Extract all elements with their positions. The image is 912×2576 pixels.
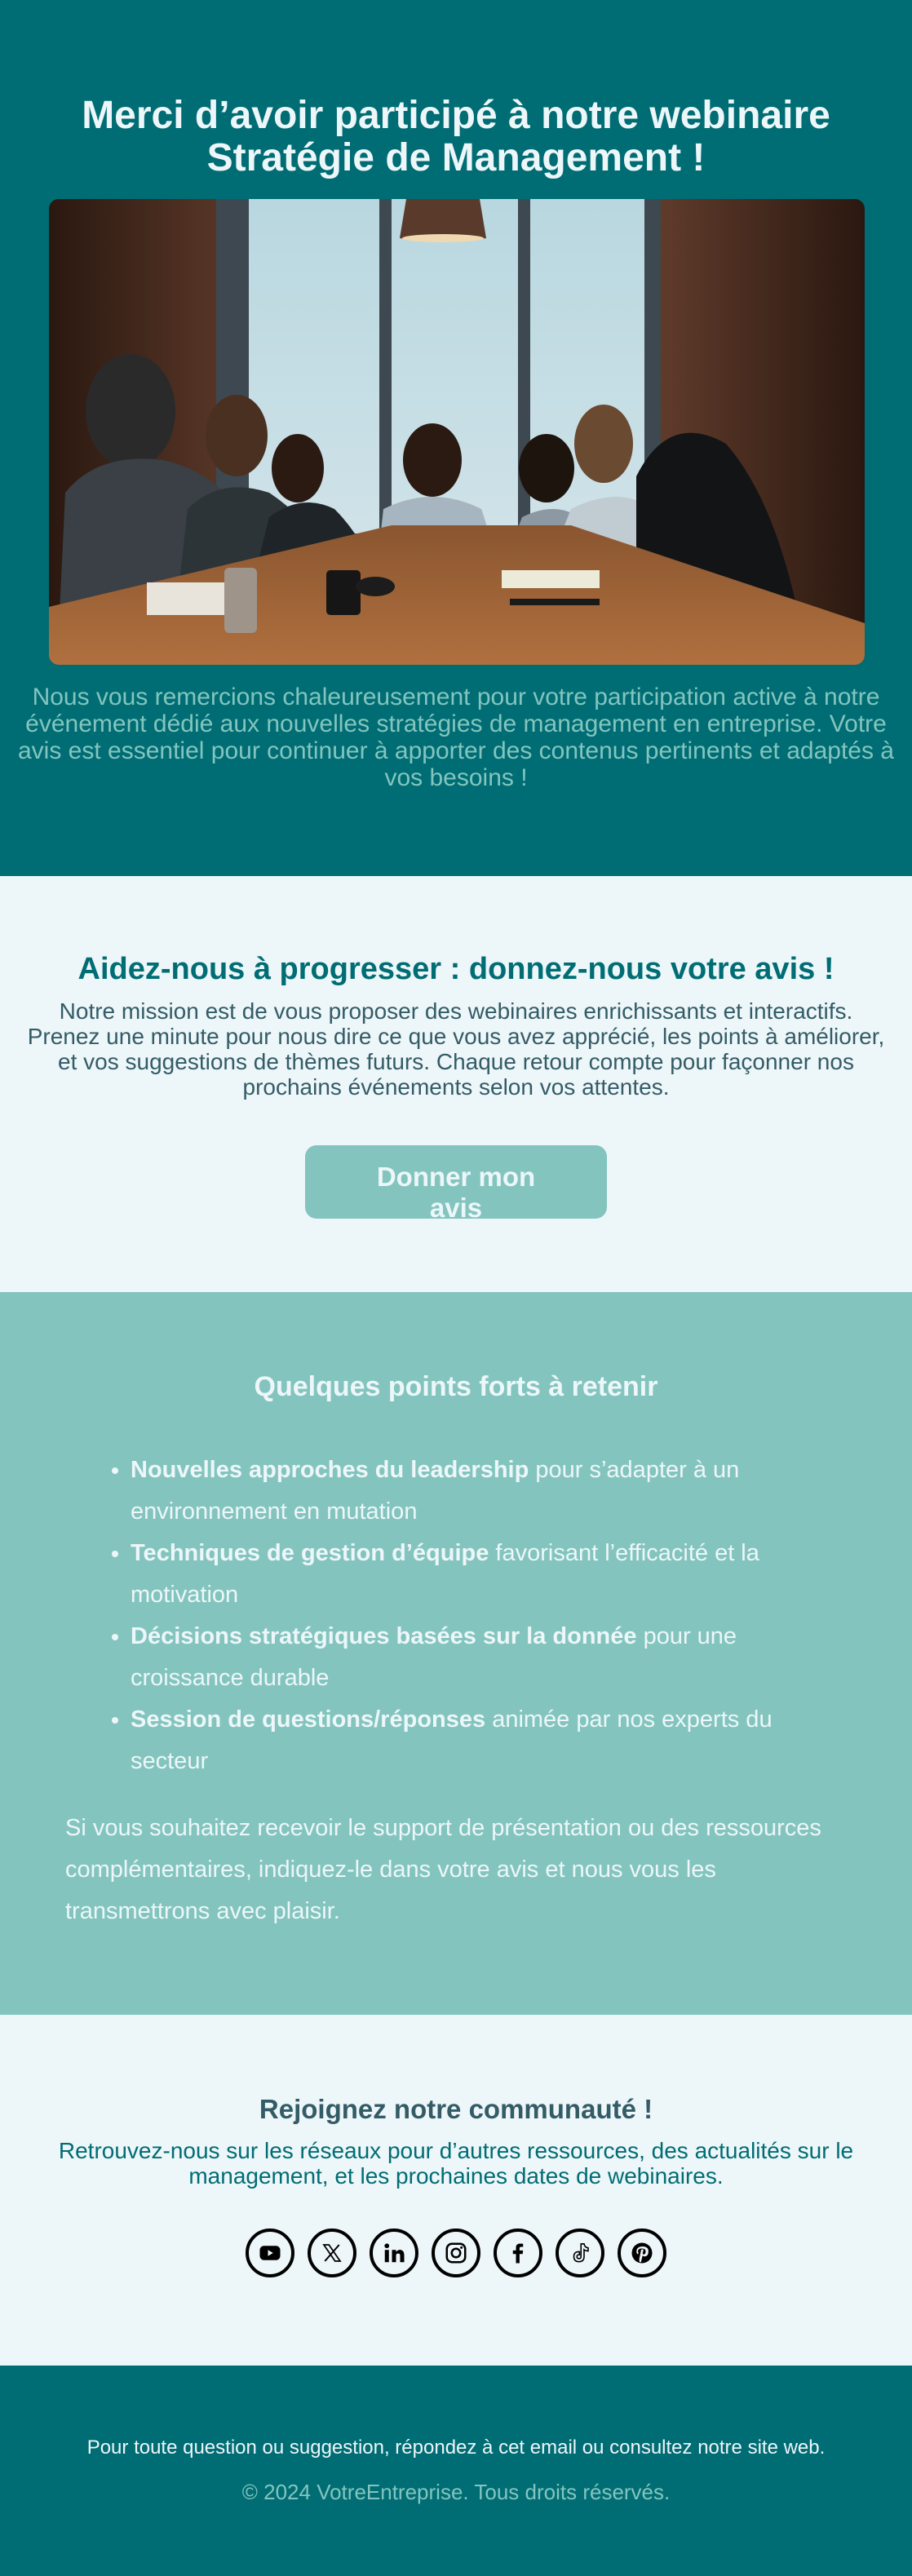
highlights-section [0,1292,912,2015]
highlight-item-text: favorisant l’efficacité et la motivation [131,1540,759,1608]
facebook-icon[interactable] [494,2229,542,2277]
feedback-section [0,876,912,1292]
highlight-item [131,1450,798,1533]
highlight-item-text: pour s’adapter à un environnement en mutation [131,1457,740,1525]
x-icon[interactable] [308,2229,356,2277]
highlight-item [131,1533,798,1616]
community-title: Rejoignez notre communauté ! [259,2094,653,2124]
meeting-photo-illustration [49,199,865,665]
feedback-text: Notre mission est de vous proposer des webinaires enrichissants et interactifs. Prenez une minute pour nous dire ce que vous avez apprécié, les points à améliorer, et vos suggestions de thèmes futurs. Chaque retour compte pour façonner nos prochains événements selon vos attentes. [27,998,885,1100]
hero-image [49,199,865,665]
highlight-item-text: pour une croissance durable [131,1623,737,1691]
highlights-note: Si vous souhaitez recevoir le support de présentation ou des ressources complémentaires, indiquez-le dans votre avis et nous vous les transmettrons avec plaisir. [65,1815,821,1924]
pinterest-icon[interactable] [618,2229,666,2277]
highlight-item-text: animée par nos experts du secteur [131,1706,773,1774]
footer-copyright: © 2024 VotreEntreprise. Tous droits réservés. [241,2480,671,2504]
give-feedback-button[interactable]: Donner mon avis [305,1145,607,1219]
highlight-item-bold: Décisions stratégiques basées sur la donnée [131,1623,637,1649]
youtube-icon[interactable] [246,2229,294,2277]
hero-text: Nous vous remercions chaleureusement pour votre participation active à notre événement dédié aux nouvelles stratégies de management en entreprise. Votre avis est essentiel pour continuer à apporter des contenus pertinents et adaptés à vos besoins ! [17,684,894,791]
feedback-title: Aidez-nous à progresser : donnez-nous votre avis ! [77,952,835,986]
footer [0,2366,912,2576]
highlight-item-bold: Session de questions/réponses [131,1706,486,1733]
hero-section [0,0,912,876]
highlight-item [131,1616,798,1699]
highlight-item [131,1699,798,1782]
hero-title: Merci d’avoir participé à notre webinaire Stratégie de Management ! [82,94,830,179]
community-section [0,2015,912,2366]
highlight-item-bold: Nouvelles approches du leadership [131,1457,529,1483]
highlights-list [131,1450,798,1782]
highlight-item-bold: Techniques de gestion d’équipe [131,1540,489,1566]
social-links [0,2229,912,2277]
tiktok-icon[interactable] [556,2229,604,2277]
community-text: Retrouvez-nous sur les réseaux pour d’autres ressources, des actualités sur le management, et les prochaines dates de webinaires. [58,2138,854,2189]
highlights-title: Quelques points forts à retenir [254,1371,658,1402]
footer-text: Pour toute question ou suggestion, répondez à cet email ou consultez notre site web. [86,2437,826,2459]
instagram-icon[interactable] [432,2229,480,2277]
linkedin-icon[interactable] [370,2229,418,2277]
